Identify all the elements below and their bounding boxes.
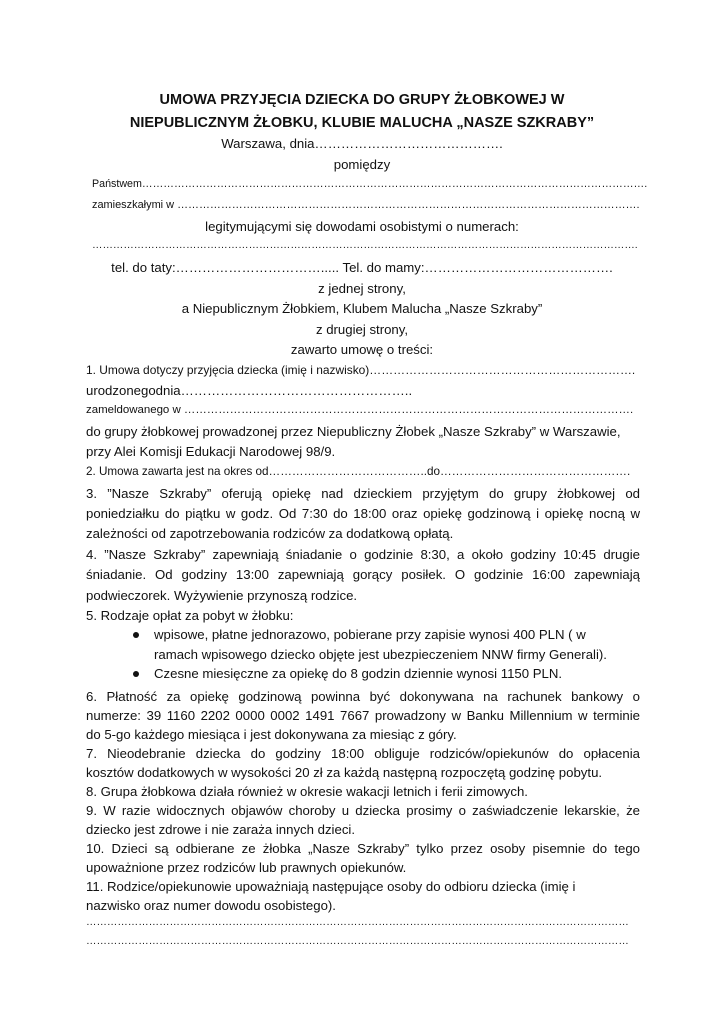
clause-10-line-1: 10. Dzieci są odbierane ze żłobka „Nasze Szkraby” tylko przez osoby pisemnie do tego (86, 841, 640, 856)
fee-enrollment-line-1: wpisowe, płatne jednorazowo, pobierane przy zapisie wynosi 400 PLN ( w (154, 627, 586, 642)
clause-6-line-1: 6. Płatność za opiekę godzinową powinna być dokonywana na rachunek bankowy o (86, 689, 640, 704)
clause-9-line-1: 9. W razie widocznych objawów choroby u dziecka prosimy o zaświadczenie lekarskie, że (86, 803, 640, 818)
clause-7-line-2: kosztów dodatkowych w wysokości 20 zł za każdą następną rozpoczętą godzinę pobytu. (86, 765, 603, 780)
clause-8: 8. Grupa żłobkowa działa również w okresie wakacji letnich i ferii zimowych. (86, 784, 528, 799)
residence-field: zamieszkałymi w ………………………………………………………………………………………………………………. (92, 199, 640, 211)
clause-9-line-2: dziecko jest zdrowe i nie zaraża innych dzieci. (86, 822, 356, 837)
other-side-label: z drugiej strony, (315, 322, 409, 337)
clause-4-line-3: podwieczorek. Wyżywienie przynoszą rodzice. (86, 588, 358, 603)
clause-1-line-5: przy Alei Komisji Edukacji Narodowej 98/9. (86, 444, 336, 459)
id-documents-field: …………………………………………………………………………………………………………………………………………. (92, 240, 638, 251)
clause-2: 2. Umowa zawarta jest na okres od…………………………………..do…………………………………………. (86, 465, 631, 478)
contract-title-line-2: NIEPUBLICZNYM ŻŁOBKU, KLUBIE MALUCHA „NASZE SZKRABY” (129, 115, 595, 131)
clause-1-line-3: zameldowanego w ………………………………………………………………………………………………………. (86, 404, 634, 416)
fee-enrollment-line-2: ramach wpisowego dziecko objęte jest ubezpieczeniem NNW firmy Generali). (154, 647, 607, 662)
contract-title-line-1: UMOWA PRZYJĘCIA DZIECKA DO GRUPY ŻŁOBKOWEJ W (159, 92, 565, 108)
clause-5: 5. Rodzaje opłat za pobyt w żłobku: (86, 608, 294, 623)
between-label: pomiędzy (333, 157, 391, 172)
bullet-icon (133, 632, 141, 640)
authorized-persons-field-2: ………………………………………………………………………………………………………………………………………… (86, 936, 629, 947)
date-line: Warszawa, dnia……………………………………. (221, 136, 503, 151)
clause-11-line-2: nazwisko oraz numer dowodu osobistego). (86, 898, 336, 913)
one-side-label: z jednej strony, (318, 281, 406, 296)
clause-3-line-2: poniedziałku do piątku w godz. Od 7:30 do 18:00 oraz opiekę godzinową i opiekę nocną w (86, 506, 640, 521)
id-documents-label: legitymującymi się dowodami osobistymi o numerach: (205, 219, 519, 234)
clause-10-line-2: upoważnione przez rodziców lub prawnych opiekunów. (86, 860, 407, 875)
nursery-party: a Niepublicznym Żłobkiem, Klubem Malucha „Nasze Szkraby” (181, 301, 543, 316)
concluded-label: zawarto umowę o treści: (290, 342, 434, 357)
clause-4-line-2: śniadanie. Od godziny 13:00 zapewniają gorący posiłek. O godzinie 16:00 zapewniają (86, 567, 640, 582)
fee-monthly: Czesne miesięczne za opiekę do 8 godzin dziennie wynosi 1150 PLN. (154, 666, 563, 681)
clause-1-line-4: do grupy żłobkowej prowadzonej przez Niepubliczny Żłobek „Nasze Szkraby” w Warszawie, (86, 424, 621, 439)
clause-6-line-2: numerze: 39 1160 2202 0000 0002 1491 7667 prowadzony w Banku Millennium w terminie (86, 708, 640, 723)
clause-1-line-2: urodzonegodnia…………………………………………….. (86, 383, 413, 398)
clause-4-line-1: 4. ”Nasze Szkraby” zapewniają śniadanie o godzinie 8:30, a około godziny 10:45 drugie (86, 547, 640, 562)
clause-1-line-1: 1. Umowa dotyczy przyjęcia dziecka (imię i nazwisko)…………………………………………………………. (86, 363, 636, 377)
parents-field: Państwem……………………………………………………………………………………………………………………………. (92, 178, 648, 190)
clause-6-line-3: do 5-go każdego miesiąca i jest dokonywana za miesiąc z góry. (86, 727, 457, 742)
phone-fields: tel. do taty:……………………………..... Tel. do mamy:……………………………………. (111, 260, 613, 275)
clause-3-line-3: zależności od zapotrzebowania rodziców za dodatkową opłatą. (86, 526, 454, 541)
clause-11-line-1: 11. Rodzice/opiekunowie upoważniają następujące osoby do odbioru dziecka (imię i (86, 879, 576, 894)
authorized-persons-field-1: ………………………………………………………………………………………………………………………………………… (86, 917, 629, 928)
clause-3-line-1: 3. ”Nasze Szkraby” oferują opiekę nad dzieckiem przyjętym do grupy żłobkowej od (86, 486, 640, 501)
clause-7-line-1: 7. Nieodebranie dziecka do godziny 18:00 obliguje rodziców/opiekunów do opłacenia (86, 746, 640, 761)
bullet-icon (133, 671, 141, 679)
